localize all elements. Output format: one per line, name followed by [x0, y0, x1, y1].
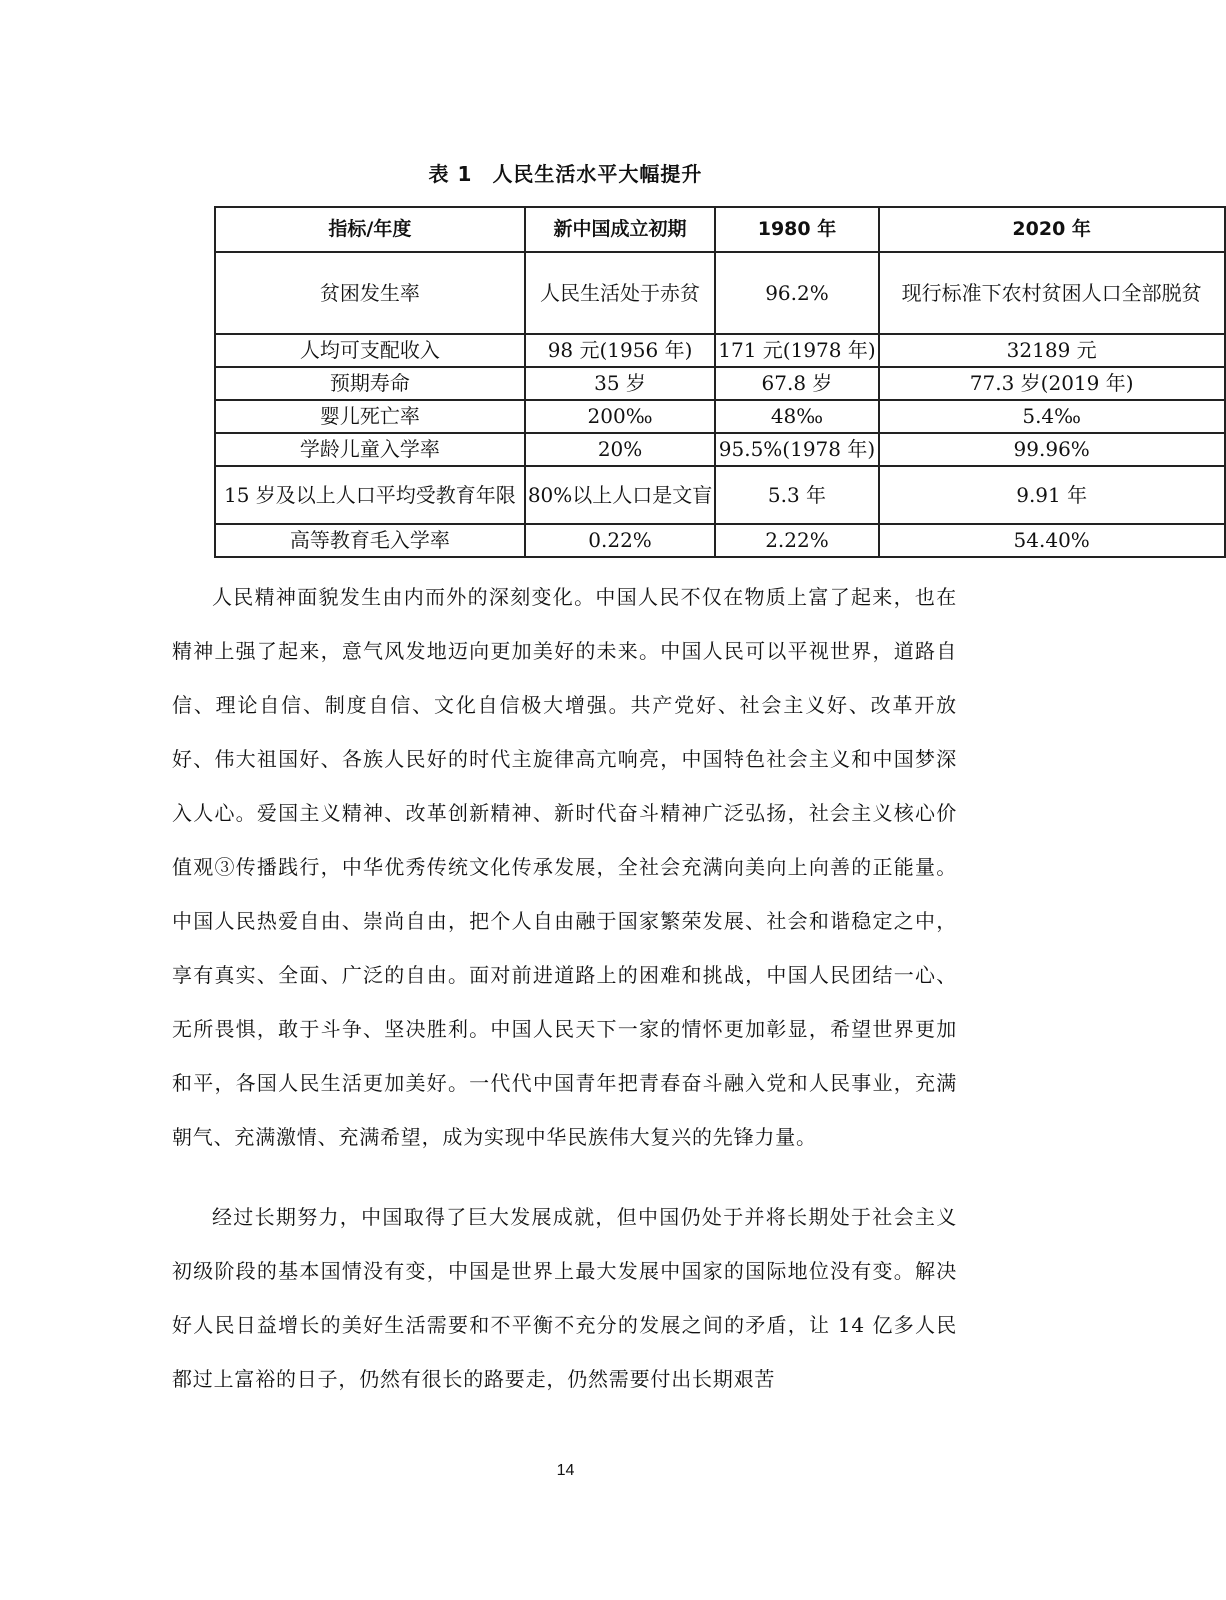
row-label: 高等教育毛入学率 — [215, 524, 525, 557]
table-cell: 96.2% — [715, 252, 878, 334]
table-cell: 5.4‰ — [879, 400, 1225, 433]
table-cell: 人民生活处于赤贫 — [525, 252, 715, 334]
body-paragraph-2 — [172, 1190, 957, 1406]
table-cell: 2.22% — [715, 524, 878, 557]
table-cell: 80%以上人口是文盲 — [525, 466, 715, 524]
table-cell: 54.40% — [879, 524, 1225, 557]
table-cell: 0.22% — [525, 524, 715, 557]
row-label: 学龄儿童入学率 — [215, 433, 525, 466]
page-number: 14 — [556, 1462, 575, 1479]
table-row — [215, 524, 1225, 557]
table-cell: 48‰ — [715, 400, 878, 433]
table-row — [215, 433, 1225, 466]
table-row — [215, 367, 1225, 400]
row-label: 15 岁及以上人口平均受教育年限 — [215, 466, 525, 524]
table-cell: 35 岁 — [525, 367, 715, 400]
table-row — [215, 334, 1225, 367]
table-row — [215, 400, 1225, 433]
header-cell: 指标/年度 — [215, 207, 525, 252]
table-cell: 200‰ — [525, 400, 715, 433]
body-paragraph-1 — [172, 570, 957, 1164]
table-caption-number: 表 1 — [428, 162, 473, 186]
paragraph-text: 人民精神面貌发生由内而外的深刻变化。中国人民不仅在物质上富了起来，也在精神上强了起来，意气风发地迈向更加美好的未来。中国人民可以平视世界，道路自信、理论自信、制度自信、文化自信极大增强。共产党好、社会主义好、改革开放好、伟大祖国好、各族人民好的时代主旋律高亢响亮，中国特色社会主义和中国梦深入人心。爱国主义精神、改革创新精神、新时代奋斗精神广泛弘扬，社会主义核心价值观③传播践行，中华优秀传统文化传承发展，全社会充满向美向上向善的正能量。中国人民热爱自由、崇尚自由，把个人自由融于国家繁荣发展、社会和谐稳定之中，享有真实、全面、广泛的自由。面对前进道路上的困难和挑战，中国人民团结一心、无所畏惧，敢于斗争、坚决胜利。中国人民天下一家的情怀更加彰显，希望世界更加和平，各国人民生活更加美好。一代代中国青年把青春奋斗融入党和人民事业，充满朝气、充满激情、充满希望，成为实现中华民族伟大复兴的先锋力量。 — [172, 585, 957, 1149]
living-standards-table — [214, 206, 1226, 558]
row-label: 人均可支配收入 — [215, 334, 525, 367]
table-cell: 99.96% — [879, 433, 1225, 466]
table-cell: 9.91 年 — [879, 466, 1225, 524]
table-cell: 95.5%(1978 年) — [715, 433, 878, 466]
header-cell: 新中国成立初期 — [525, 207, 715, 252]
table-cell: 32189 元 — [879, 334, 1225, 367]
table-cell: 171 元(1978 年) — [715, 334, 878, 367]
header-cell: 1980 年 — [715, 207, 878, 252]
table-cell: 98 元(1956 年) — [525, 334, 715, 367]
table-caption-title: 人民生活水平大幅提升 — [492, 162, 703, 186]
table-header-row — [215, 207, 1225, 252]
table-cell: 现行标准下农村贫困人口全部脱贫 — [879, 252, 1225, 334]
table-row — [215, 252, 1225, 334]
header-cell: 2020 年 — [879, 207, 1225, 252]
row-label: 预期寿命 — [215, 367, 525, 400]
row-label: 贫困发生率 — [215, 252, 525, 334]
table-cell: 20% — [525, 433, 715, 466]
table-row — [215, 466, 1225, 524]
table-cell: 5.3 年 — [715, 466, 878, 524]
table-caption — [0, 158, 1131, 187]
table-cell: 77.3 岁(2019 年) — [879, 367, 1225, 400]
table-cell: 67.8 岁 — [715, 367, 878, 400]
row-label: 婴儿死亡率 — [215, 400, 525, 433]
paragraph-text: 经过长期努力，中国取得了巨大发展成就，但中国仍处于并将长期处于社会主义初级阶段的基本国情没有变，中国是世界上最大发展中国家的国际地位没有变。解决好人民日益增长的美好生活需要和不平衡不充分的发展之间的矛盾，让 14 亿多人民都过上富裕的日子，仍然有很长的路要走，仍然需要付出长期艰苦 — [172, 1205, 957, 1391]
